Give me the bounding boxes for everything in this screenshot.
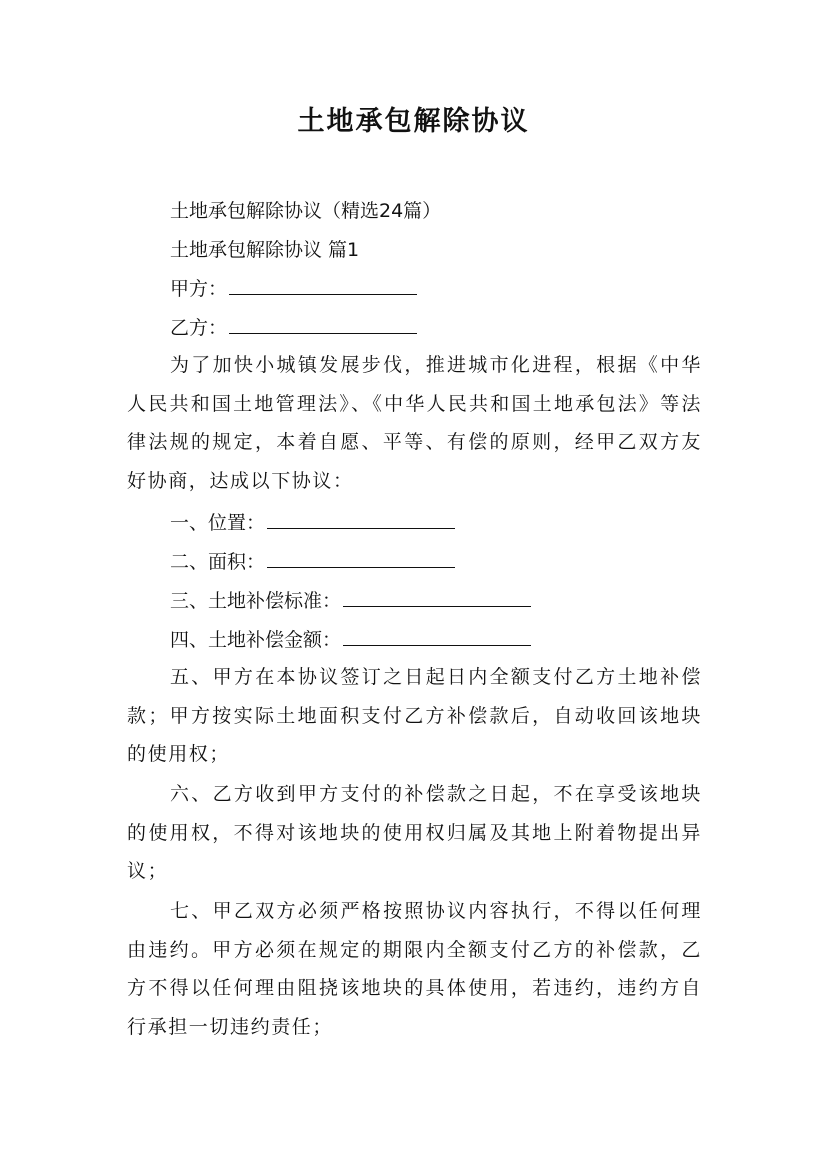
clause-location-line xyxy=(170,506,455,540)
clause-area-line xyxy=(170,545,455,579)
party-a-blank xyxy=(229,274,417,295)
clause-standard-line xyxy=(170,584,531,618)
intro-paragraph: 为了加快小城镇发展步伐，推进城市化进程，根据《中华人民共和国土地管理法》、《中华人民共和国土地承包法》等法律法规的规定，本着自愿、平等、有偿的原则，经甲乙双方友好协商，达成以下协议： xyxy=(127,354,702,492)
party-a-label: 甲方： xyxy=(170,278,228,300)
clause-area-label: 二、面积： xyxy=(170,551,266,573)
party-b-blank xyxy=(229,313,417,334)
section-heading: 土地承包解除协议 篇1 xyxy=(170,239,360,261)
clause-amount-label: 四、土地补偿金额： xyxy=(170,629,342,651)
clause-area-blank xyxy=(267,547,455,568)
clause-location-label: 一、位置： xyxy=(170,512,266,534)
clause-standard-label: 三、土地补偿标准： xyxy=(170,590,342,612)
clause-location-blank xyxy=(267,508,455,529)
party-b-line xyxy=(170,311,417,345)
party-b-label: 乙方： xyxy=(170,317,228,339)
clause-standard-blank xyxy=(343,586,531,607)
document-subtitle: 土地承包解除协议（精选24篇） xyxy=(170,200,442,222)
clause-breach-paragraph: 七、甲乙双方必须严格按照协议内容执行，不得以任何理由违约。甲方必须在规定的期限内全额支付乙方的补偿款，乙方不得以任何理由阻挠该地块的具体使用，若违约，违约方自行承担一切违约责任； xyxy=(127,900,702,1038)
document-title: 土地承包解除协议 xyxy=(297,106,530,137)
party-a-line xyxy=(170,272,417,306)
clause-amount-blank xyxy=(343,625,531,646)
clause-payment-paragraph: 五、甲方在本协议签订之日起日内全额支付乙方土地补偿款；甲方按实际土地面积支付乙方补偿款后，自动收回该地块的使用权； xyxy=(127,666,702,765)
clause-amount-line xyxy=(170,623,531,657)
clause-usage-rights-paragraph: 六、乙方收到甲方支付的补偿款之日起，不在享受该地块的使用权，不得对该地块的使用权归属及其地上附着物提出异议； xyxy=(127,783,702,882)
